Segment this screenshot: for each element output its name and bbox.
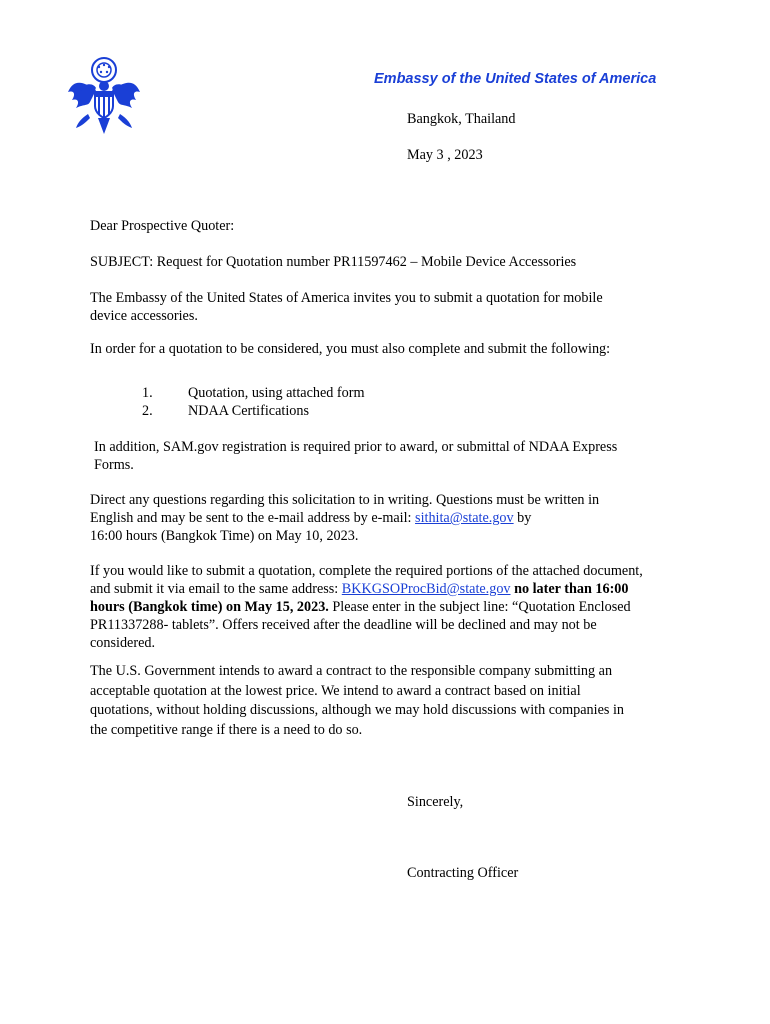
list-item: 1. Quotation, using attached form (142, 385, 365, 401)
requirement-line: In order for a quotation to be considered, you must also complete and submit the following: (90, 341, 611, 357)
closing: Sincerely, (407, 794, 464, 810)
subject-line: SUBJECT: Request for Quotation number PR11597462 – Mobile Device Accessories (90, 254, 577, 270)
signature-title: Contracting Officer (407, 865, 519, 881)
sam-paragraph: In addition, SAM.gov registration is required prior to award, or submittal of NDAA Express Forms. (94, 439, 618, 473)
us-great-seal-icon (66, 56, 142, 138)
list-item: 2. NDAA Certifications (142, 403, 309, 419)
award-paragraph: The U.S. Government intends to award a contract to the responsible company submitting an acceptable quotation at the lowest price. We intend to award a contract based on initial quotations, without holding discussions, although we may hold discussions with companies in the competitive range if there is a need to do so. (90, 663, 624, 738)
submission-email-link[interactable]: BKKGSOProcBid@state.gov (341, 581, 511, 597)
questions-paragraph: Direct any questions regarding this solicitation to in writing. Questions must be written in English and may be sent to the e-mail address by e-mail: sithita@state.gov by 16:00 hours (Bangkok Time) on May 10, 2023. (90, 492, 600, 544)
salutation: Dear Prospective Quoter: (90, 218, 235, 234)
questions-email-link[interactable]: sithita@state.gov (415, 510, 514, 526)
intro-paragraph: The Embassy of the United States of America invites you to submit a quotation for mobile device accessories. (90, 290, 603, 324)
letter-date: May 3 , 2023 (407, 147, 483, 163)
embassy-name: Embassy of the United States of America (374, 71, 657, 87)
letter-location: Bangkok, Thailand (407, 111, 516, 127)
requirements-list (142, 384, 365, 420)
submission-paragraph: If you would like to submit a quotation, complete the required portions of the attached document, and submit it via email to the same address: BKKGSOProcBid@state.gov no later than 16:00 hours (Bangkok time) on May 15, 2023. Please enter in the subject line: “Quotation Enclosed PR11337288- tablets”. Offers received after the deadline will be declined and may not be considered. (90, 563, 643, 651)
